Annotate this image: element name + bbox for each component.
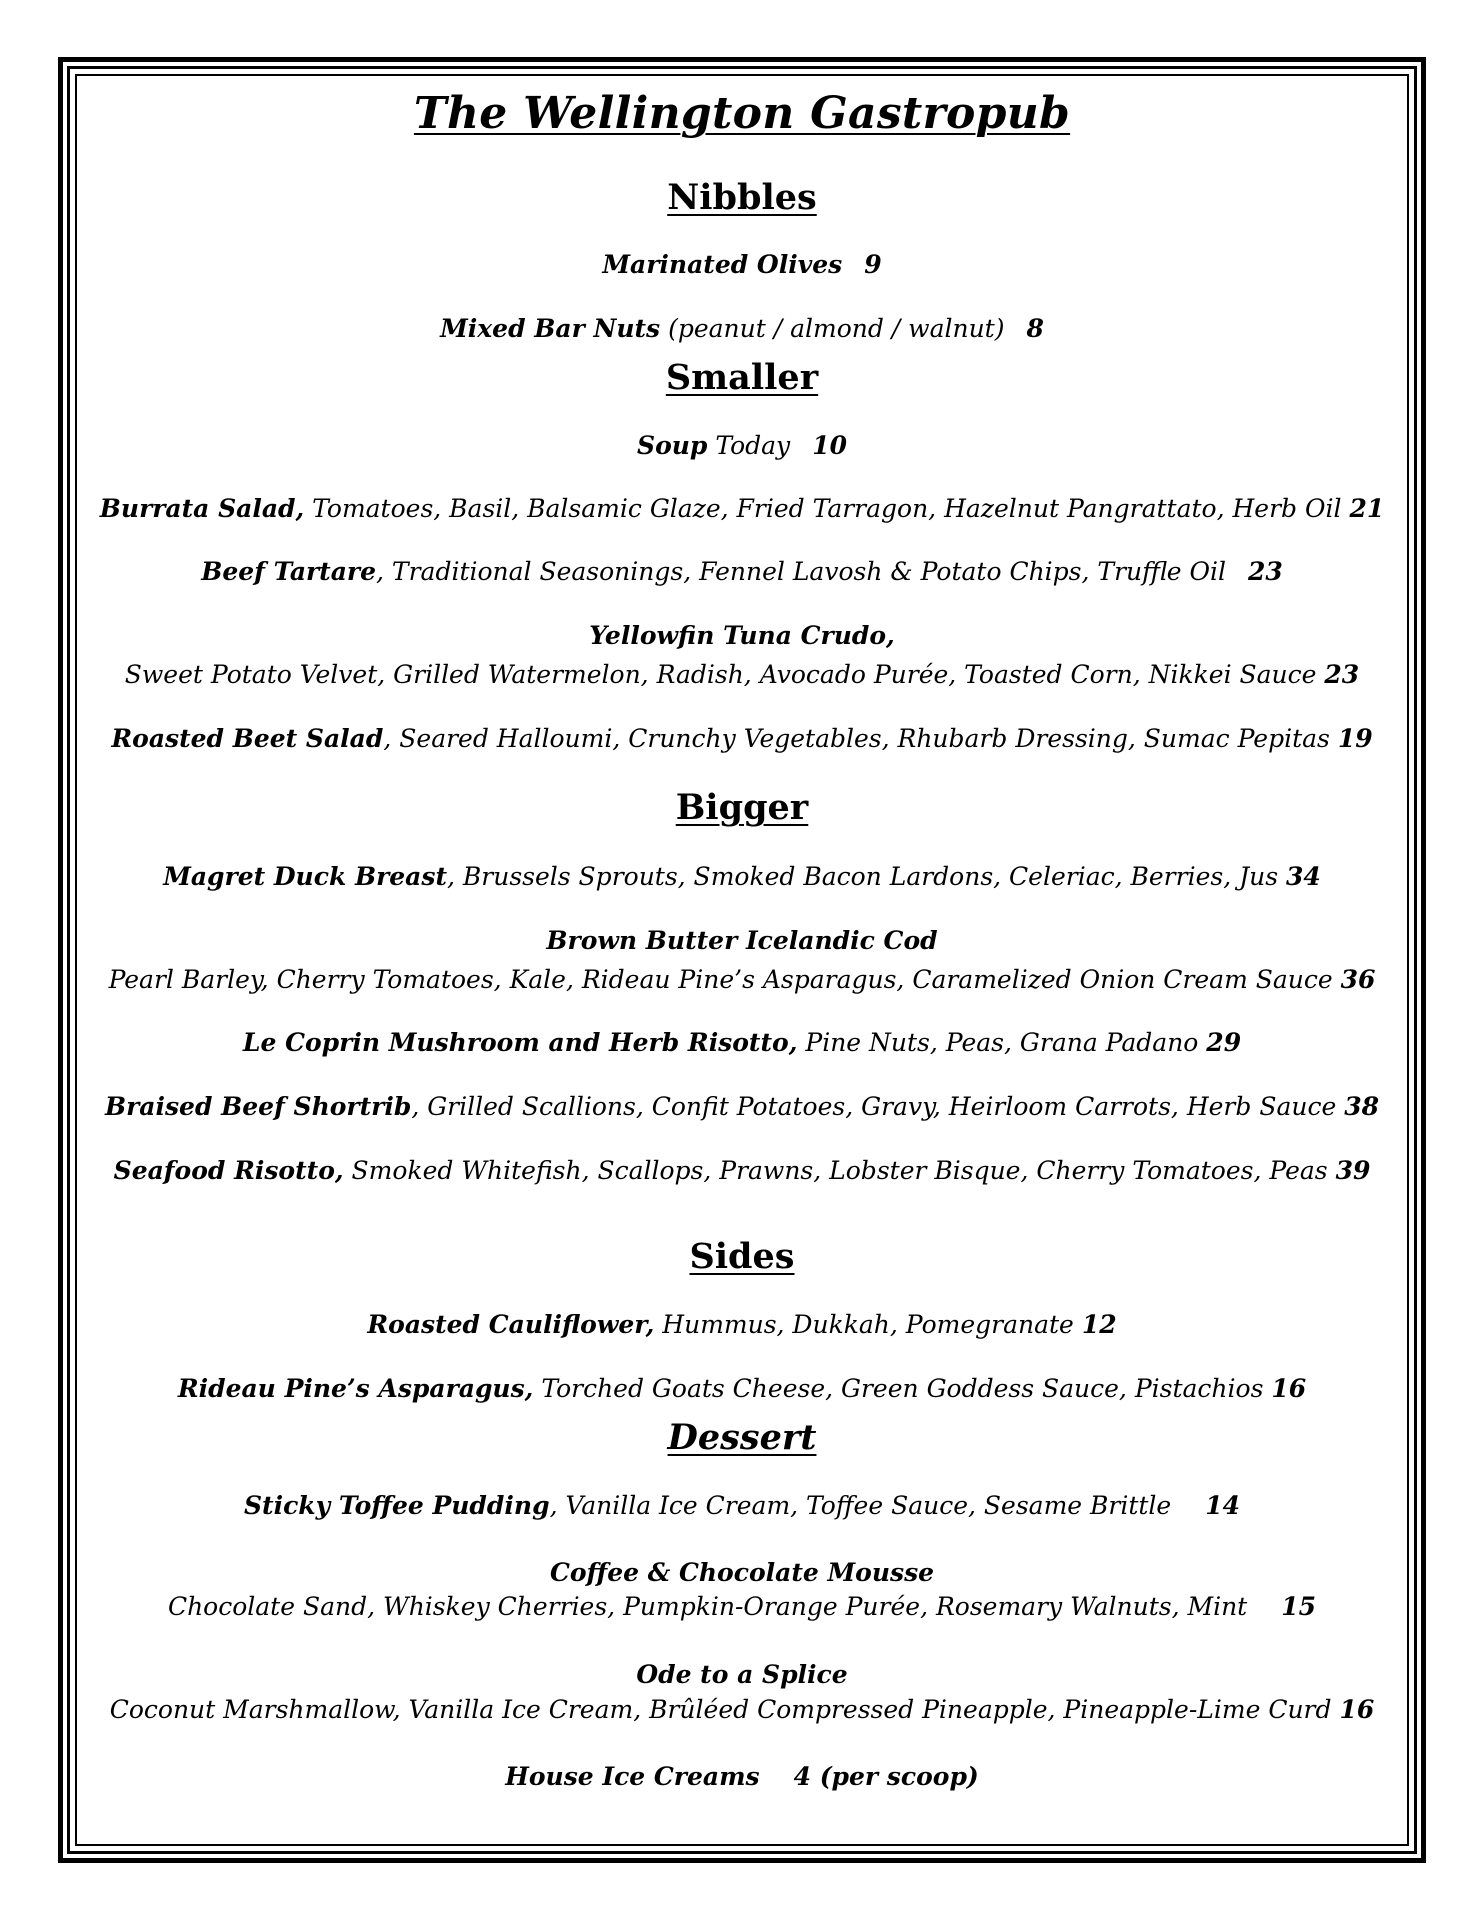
item-price: 4 (per scoop): [793, 1762, 979, 1791]
menu-item: [80, 494, 1404, 524]
item-price: 23: [1324, 660, 1360, 689]
item-name: Coffee & Chocolate Mousse: [549, 1558, 935, 1587]
section-heading-dessert: Dessert: [667, 1417, 817, 1458]
item-name: Mixed Bar Nuts: [440, 314, 661, 343]
item-price: 39: [1335, 1156, 1371, 1185]
item-price: 10: [812, 431, 847, 460]
menu-item-name-line: [80, 621, 1404, 651]
item-description: Tomatoes, Basil, Balsamic Glaze, Fried Tarragon, Hazelnut Pangrattato, Herb Oil: [312, 494, 1342, 523]
item-name: Rideau Pine’s Asparagus,: [177, 1374, 534, 1403]
item-price: 9: [864, 250, 882, 279]
item-name: Seafood Risotto,: [113, 1156, 344, 1185]
menu-item: [80, 1374, 1404, 1404]
item-price: 16: [1339, 1695, 1375, 1724]
item-description: Pine Nuts, Peas, Grana Padano: [805, 1028, 1199, 1057]
menu-item: [80, 557, 1404, 587]
item-name: Magret Duck Breast: [163, 862, 448, 891]
item-name: Sticky Toffee Pudding: [243, 1491, 550, 1520]
item-name: Marinated Olives: [602, 250, 843, 279]
item-price: 19: [1337, 724, 1373, 753]
item-name: Ode to a Splice: [636, 1660, 848, 1689]
item-description: Pearl Barley, Cherry Tomatoes, Kale, Rideau Pine’s Asparagus, Caramelized Onion Cream Sauce: [108, 965, 1333, 994]
section-heading-nibbles: Nibbles: [667, 177, 817, 218]
menu-item: [80, 1156, 1404, 1186]
menu-item: [80, 1491, 1404, 1521]
menu-item-description-line: [80, 660, 1404, 690]
item-name: Yellowfin Tuna Crudo,: [589, 621, 895, 650]
item-price: 15: [1281, 1592, 1317, 1621]
menu-item-description-line: [80, 1695, 1404, 1725]
section-heading-smaller: Smaller: [665, 357, 819, 398]
item-description: , Brussels Sprouts, Smoked Bacon Lardons, Celeriac, Berries, Jus: [447, 862, 1279, 891]
item-price: 36: [1340, 965, 1376, 994]
item-name: Soup: [637, 431, 708, 460]
item-description: Torched Goats Cheese, Green Goddess Sauce, Pistachios: [541, 1374, 1264, 1403]
item-description: Hummus, Dukkah, Pomegranate: [662, 1310, 1074, 1339]
menu-item-name-line: [80, 1558, 1404, 1588]
item-description: , Traditional Seasonings, Fennel Lavosh & Potato Chips, Truffle Oil: [376, 557, 1226, 586]
item-price: 8: [1026, 314, 1044, 343]
menu-item-name-line: [80, 1660, 1404, 1690]
item-description: Sweet Potato Velvet, Grilled Watermelon, Radish, Avocado Purée, Toasted Corn, Nikkei Sauce: [124, 660, 1317, 689]
menu-item-name-line: [80, 926, 1404, 956]
section-heading-sides: Sides: [689, 1236, 795, 1277]
item-name: Beef Tartare: [201, 557, 377, 586]
menu-item-description-line: [80, 965, 1404, 995]
item-price: 34: [1286, 862, 1321, 891]
item-price: 21: [1349, 494, 1385, 523]
item-description: Chocolate Sand, Whiskey Cherries, Pumpkin-Orange Purée, Rosemary Walnuts, Mint: [167, 1592, 1248, 1621]
item-description: Coconut Marshmallow, Vanilla Ice Cream, Brûléed Compressed Pineapple, Pineapple-Lime Curd: [109, 1695, 1332, 1724]
item-name: Brown Butter Icelandic Cod: [546, 926, 938, 955]
menu-item: [80, 1310, 1404, 1340]
item-price: 23: [1248, 557, 1283, 586]
section-heading-bigger: Bigger: [675, 787, 809, 828]
menu-item: [80, 1028, 1404, 1058]
item-description: (peanut / almond / walnut): [668, 314, 1005, 343]
item-price: 12: [1081, 1310, 1117, 1339]
item-name: Roasted Beet Salad: [111, 724, 384, 753]
item-description: Today: [715, 431, 791, 460]
item-price: 14: [1205, 1491, 1241, 1520]
item-name: Braised Beef Shortrib: [104, 1092, 412, 1121]
item-description: Smoked Whitefish, Scallops, Prawns, Lobster Bisque, Cherry Tomatoes, Peas: [351, 1156, 1328, 1185]
item-description: , Grilled Scallions, Confit Potatoes, Gravy, Heirloom Carrots, Herb Sauce: [411, 1092, 1337, 1121]
menu-item: [80, 1092, 1404, 1122]
item-price: 29: [1206, 1028, 1242, 1057]
item-description: , Seared Halloumi, Crunchy Vegetables, Rhubarb Dressing, Sumac Pepitas: [383, 724, 1330, 753]
menu-item: [80, 250, 1404, 280]
menu-item: [80, 1762, 1404, 1792]
menu-item: [80, 314, 1404, 344]
menu-title: The Wellington Gastropub: [413, 88, 1071, 139]
menu-item: [80, 862, 1404, 892]
item-name: Roasted Cauliflower,: [367, 1310, 655, 1339]
menu-item-description-line: [80, 1592, 1404, 1622]
item-price: 16: [1271, 1374, 1307, 1403]
item-name: Burrata Salad,: [99, 494, 305, 523]
menu-item: [80, 724, 1404, 754]
item-name: Le Coprin Mushroom and Herb Risotto,: [242, 1028, 798, 1057]
item-description: , Vanilla Ice Cream, Toffee Sauce, Sesame Brittle: [549, 1491, 1172, 1520]
item-name: House Ice Creams: [505, 1762, 760, 1791]
item-price: 38: [1344, 1092, 1380, 1121]
menu-item: [80, 431, 1404, 461]
